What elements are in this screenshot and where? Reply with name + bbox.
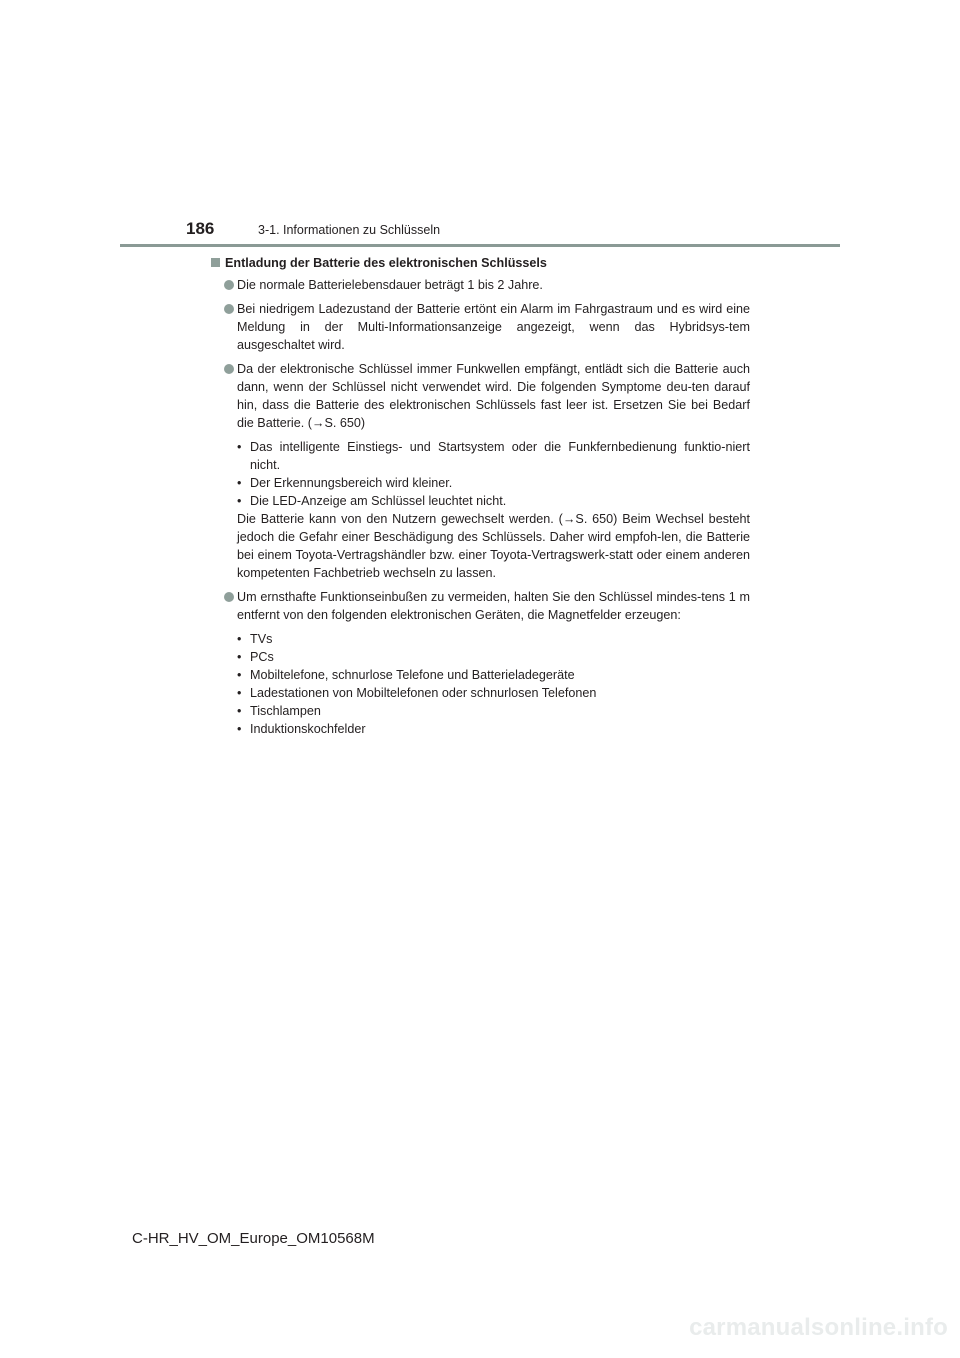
list-item-text: Um ernsthafte Funktionseinbußen zu vermeiden, halten Sie den Schlüssel mindes-tens 1 m entfernt von den folgenden elektronischen Geräten, die Magnetfelder erzeugen: [237, 590, 750, 622]
sub-list-item: • Induktionskochfelder [237, 722, 366, 736]
document-code: C-HR_HV_OM_Europe_OM10568M [132, 1230, 375, 1247]
sub-list-item: • Ladestationen von Mobiltelefonen oder schnurlosen Telefonen [237, 686, 597, 700]
dot-marker: • [237, 632, 242, 646]
list-item [210, 300, 750, 354]
header-divider [120, 244, 840, 247]
square-bullet-icon [211, 258, 220, 267]
circle-bullet-icon [224, 280, 234, 290]
list-item-text: Bei niedrigem Ladezustand der Batterie ertönt ein Alarm im Fahrgastraum und es wird eine Meldung in der Multi-Informationsanzeige angezeigt, wenn das Hybridsys-tem ausgeschaltet wird. [237, 302, 750, 352]
sub-list-item: • Tischlampen [237, 704, 321, 718]
list-item-text: Die normale Batterielebensdauer beträgt 1 bis 2 Jahre. [237, 278, 543, 292]
sub-list-item: • Die LED-Anzeige am Schlüssel leuchtet nicht. [237, 494, 507, 508]
dot-marker: • [237, 440, 242, 454]
circle-bullet-icon [224, 304, 234, 314]
section-heading [210, 254, 750, 272]
sub-list-item: • PCs [237, 650, 274, 664]
sub-list-item: • TVs [237, 632, 273, 646]
dot-marker: • [237, 704, 242, 718]
sub-list-item: • Der Erkennungsbereich wird kleiner. [237, 476, 453, 490]
section-header: 3-1. Informationen zu Schlüsseln [258, 223, 441, 237]
main-content [210, 254, 750, 744]
list-item [210, 276, 750, 294]
list-item [210, 360, 750, 582]
section-heading-text: Entladung der Batterie des elektronischen Schlüssels [225, 256, 547, 270]
dot-marker: • [237, 722, 242, 736]
list-item [210, 588, 750, 738]
symptom-list [237, 438, 750, 510]
dot-marker: • [237, 668, 242, 682]
device-list [237, 630, 750, 738]
dot-marker: • [237, 476, 242, 490]
battery-replacement-note: Die Batterie kann von den Nutzern gewechselt werden. (→S. 650) Beim Wechsel besteht jedoch die Gefahr einer Beschädigung des Schlüssels. Daher wird empfoh-len, die Batterie bei einem Toyota-Vertragshändler bzw. einer Toyota-Vertragswerk-statt oder einem anderen kompetenten Fachbetrieb wechseln zu lassen. [237, 512, 750, 580]
watermark: carmanualsonline.info [689, 1314, 948, 1341]
circle-bullet-icon [224, 364, 234, 374]
dot-marker: • [237, 686, 242, 700]
page-number: 186 [186, 219, 215, 238]
sub-list-item: • Das intelligente Einstiegs- und Startsystem oder die Funkfernbedienung funktio-niert nicht. [237, 440, 750, 472]
dot-marker: • [237, 494, 242, 508]
sub-list-item: • Mobiltelefone, schnurlose Telefone und Batterieladegeräte [237, 668, 575, 682]
dot-marker: • [237, 650, 242, 664]
circle-bullet-icon [224, 592, 234, 602]
list-item-text: Da der elektronische Schlüssel immer Funkwellen empfängt, entlädt sich die Batterie auch dann, wenn der Schlüssel nicht verwendet wird. Die folgenden Symptome deu-ten darauf hin, dass die Batterie des elektronischen Schlüssels fast leer ist. Ersetzen Sie bei Bedarf die Batterie. (→S. 650) [237, 362, 750, 430]
